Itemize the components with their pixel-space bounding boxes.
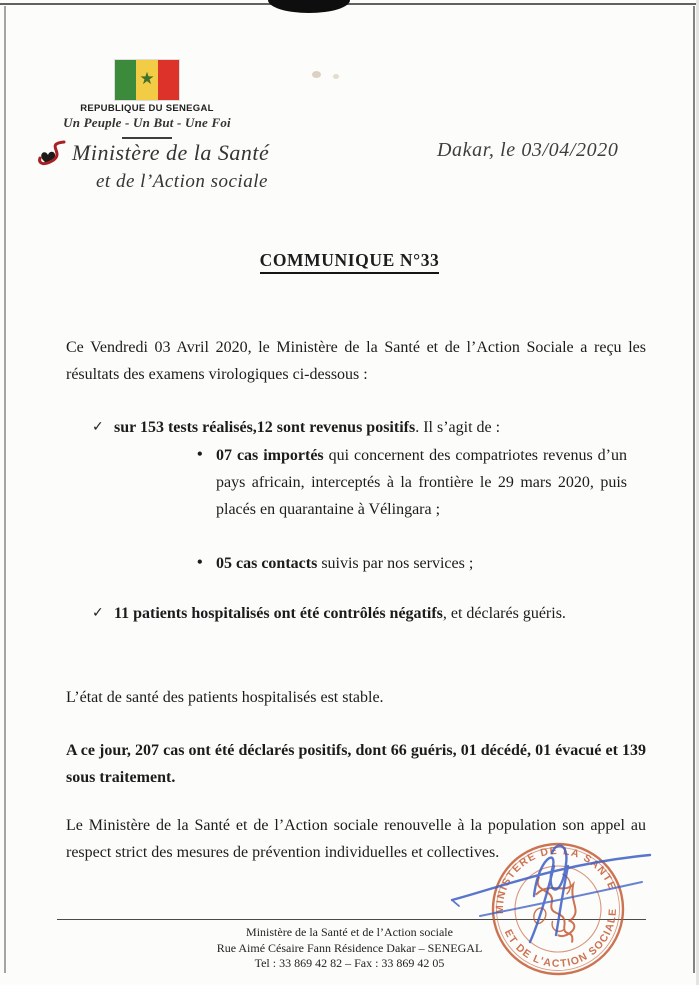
bullet-rest-text: qui concernent des compatriotes revenus d’un pays africain, interceptés à la frontière le 29 mars 2020, puis placés en quarantaine à Vélingara ; (216, 447, 627, 518)
checklist-bold-text: 11 patients hospitalisés ont été contrôlés négatifs (114, 605, 443, 622)
paragraph-stable: L’état de santé des patients hospitalisés est stable. (66, 689, 384, 706)
bullet-bold-text: 05 cas contacts (216, 555, 318, 572)
republic-label: REPUBLIQUE DU SENEGAL (80, 103, 214, 114)
scan-right-margin (696, 0, 699, 985)
national-motto: Un Peuple - Un But - Une Foi (63, 115, 231, 130)
footer-line3: Tel : 33 869 42 82 – Fax : 33 869 42 05 (254, 956, 445, 970)
header-divider (122, 137, 172, 139)
paragraph-totals: A ce jour, 207 cas ont été déclarés positifs, dont 66 guéris, 01 décédé, 01 évacué et 139 sous traitement. (66, 742, 646, 786)
scan-smudge (333, 74, 339, 79)
paragraph-closing: Le Ministère de la Santé et de l’Action sociale renouvelle à la population son appel au respect strict des mesures de prévention individuelles et collectives. (66, 817, 646, 861)
scan-left-edge (4, 6, 6, 973)
bullet-item-imported-cases (197, 442, 646, 523)
checklist-rest-text: , et déclarés guéris. (442, 605, 566, 622)
dateline: Dakar, le 03/04/2020 (437, 139, 619, 161)
stamp-text-top: MINISTERE DE LA SANTE (494, 844, 619, 915)
checklist-bold-text: sur 153 tests réalisés,12 sont revenus positifs (114, 419, 416, 436)
paragraph-intro: Ce Vendredi 03 Avril 2020, le Ministère de la Santé et de l’Action Sociale a reçu les résultats des examens virologiques ci-dessous : (66, 339, 646, 383)
bullet-item-text (216, 550, 627, 577)
ministry-name-line2: et de l’Action sociale (96, 171, 268, 192)
checklist-item-recovered (66, 600, 646, 627)
senegal-flag-icon (115, 60, 179, 100)
communique-title: COMMUNIQUE N°33 (260, 250, 440, 274)
scan-binder-shadow (268, 0, 350, 13)
checkmark-icon: ✓ (92, 419, 104, 435)
checklist-item-tests (66, 414, 646, 441)
footer-line2: Rue Aimé Césaire Fann Résidence Dakar – SENEGAL (216, 940, 483, 955)
scan-smudge (312, 71, 321, 78)
footer-line1: Ministère de la Santé et de l’Action sociale (246, 925, 453, 939)
scan-right-edge (693, 6, 695, 973)
checkmark-icon: ✓ (92, 605, 104, 621)
bullet-item-text (216, 442, 627, 523)
scan-top-edge (0, 3, 699, 5)
flag-green-stripe (115, 60, 136, 100)
checklist-item-text (114, 414, 646, 441)
stamp-text-bottom: ET DE L'ACTION SOCIALE (501, 907, 620, 970)
ministry-name-line1: Ministère de la Santé (72, 140, 270, 165)
bullet-bold-text: 07 cas importés (216, 447, 324, 464)
checklist-item-text (114, 600, 646, 627)
signature (438, 836, 663, 951)
flag-red-stripe (158, 60, 179, 100)
flag-yellow-stripe (136, 60, 157, 100)
bullet-icon: • (197, 446, 203, 463)
ministry-logo-icon (30, 137, 72, 179)
letterhead (58, 60, 236, 139)
bullet-item-contact-cases (197, 550, 646, 577)
checklist-rest-text: . Il s’agit de : (415, 419, 501, 436)
bullet-icon: • (197, 554, 203, 571)
bullet-rest-text: suivis par nos services ; (317, 555, 474, 572)
flag-star-icon: ★ (139, 68, 155, 89)
